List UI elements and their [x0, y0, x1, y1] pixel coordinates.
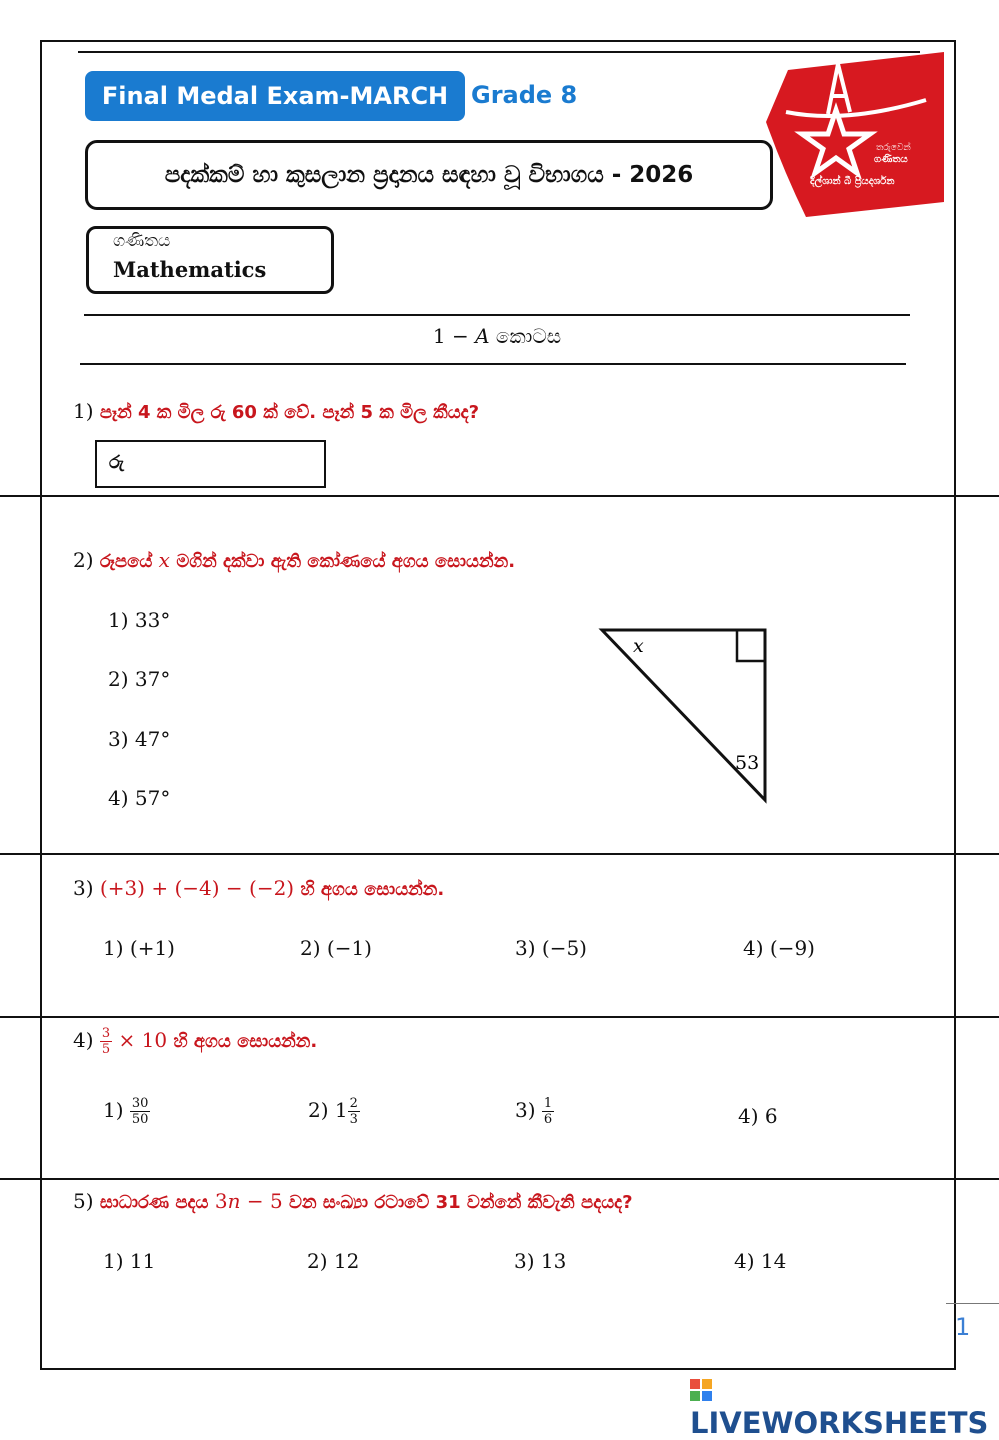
q4-option-2[interactable]: [308, 1096, 360, 1127]
subject-box: [86, 226, 334, 294]
angle-x-label: 𝑥: [633, 635, 644, 657]
question-4-text: හි අගය සොයන්න.: [173, 1031, 318, 1052]
option-label: 2) 1: [308, 1098, 348, 1122]
q3-option-3[interactable]: 3) (−5): [515, 936, 587, 960]
right-angle-mark: [737, 630, 765, 661]
fraction-denominator: 50: [131, 1112, 149, 1127]
question-1: [73, 399, 479, 423]
section-rule-top: [84, 314, 910, 316]
question-4-number: 4): [73, 1028, 94, 1052]
answer-prefix: රු: [109, 452, 125, 473]
logo-line3: දිල්ශාන් බී ප්‍රියදර්ශන: [810, 176, 895, 187]
question-3-text: හි අගය සොයන්න.: [300, 879, 445, 900]
fraction-numerator: 1: [543, 1096, 553, 1111]
question-5-text-pre: සාධාරණ පදය: [99, 1192, 209, 1213]
star-compass-logo-icon: [766, 52, 946, 217]
fraction-denominator: 5: [101, 1042, 111, 1057]
question-divider: [0, 1016, 999, 1018]
q4-option-1[interactable]: [103, 1096, 150, 1127]
page-number: 1: [955, 1313, 971, 1341]
section-title: 1 − 𝐴 කොටස: [432, 324, 562, 348]
subject-sinhala: ගණිතය: [113, 231, 171, 251]
question-divider: [0, 853, 999, 855]
q5-option-2[interactable]: 2) 12: [307, 1249, 360, 1273]
grade-label: Grade 8: [471, 81, 578, 109]
question-5-number: 5): [73, 1189, 94, 1213]
question-5-expression: 3𝑛 − 5: [214, 1189, 283, 1213]
option-fraction: [542, 1096, 554, 1127]
question-3-number: 3): [73, 876, 94, 900]
question-4: [73, 1026, 317, 1057]
fraction-numerator: 2: [349, 1096, 358, 1111]
option-label: 3): [515, 1098, 536, 1122]
liveworksheets-footer[interactable]: [690, 1372, 999, 1440]
answer-box-q1[interactable]: [95, 440, 326, 488]
q5-option-4[interactable]: 4) 14: [734, 1249, 787, 1273]
question-2: [73, 548, 515, 572]
section-rule-bottom: [80, 363, 906, 365]
question-2-text-pre: රූපයේ: [99, 551, 153, 572]
q2-option-3[interactable]: 3) 47°: [108, 727, 171, 751]
exam-title: [85, 140, 773, 210]
triangle-figure: [595, 620, 775, 810]
question-divider: [0, 1178, 999, 1180]
q5-option-3[interactable]: 3) 13: [514, 1249, 567, 1273]
question-divider: [0, 495, 999, 497]
q5-option-1[interactable]: 1) 11: [103, 1249, 156, 1273]
q2-option-4[interactable]: 4) 57°: [108, 786, 171, 810]
q4-option-4[interactable]: 4) 6: [738, 1104, 778, 1128]
question-1-text: පෑන් 4 ක මිල රු 60 ක් වේ. පෑන් 5 ක මිල කීයද?: [99, 402, 480, 423]
q2-option-1[interactable]: 1) 33°: [108, 608, 171, 632]
question-5-text-post: වන සංඛ්‍යා රටාවේ 31 වන්නේ කීවැනි පදයද?: [289, 1192, 633, 1213]
question-4-expression: × 10: [118, 1028, 168, 1052]
exam-title-text: පදක්කම් හා කුසලාන ප්‍රදානය සඳහා වූ විභාගය - 2026: [164, 162, 694, 188]
question-2-number: 2): [73, 548, 94, 572]
fraction-numerator: 3: [101, 1026, 111, 1041]
fraction-denominator: 3: [349, 1112, 358, 1127]
q3-option-1[interactable]: 1) (+1): [103, 936, 175, 960]
subject-english: Mathematics: [113, 257, 267, 282]
option-fraction: [130, 1096, 151, 1127]
q2-option-2[interactable]: 2) 37°: [108, 667, 171, 691]
q4-option-3[interactable]: [515, 1096, 554, 1127]
question-3: [73, 876, 444, 900]
option-fraction: [348, 1096, 360, 1127]
question-3-expression: (+3) + (−4) − (−2): [99, 876, 295, 900]
liveworksheets-logo-icon: [690, 1379, 712, 1401]
angle-53-label: 53: [735, 752, 760, 774]
fraction-denominator: 6: [543, 1112, 553, 1127]
question-4-fraction: [100, 1026, 112, 1057]
question-5: [73, 1189, 633, 1213]
q3-option-2[interactable]: 2) (−1): [300, 936, 372, 960]
page-number-rule: [946, 1303, 999, 1304]
q3-option-4[interactable]: 4) (−9): [743, 936, 815, 960]
triangle-shape: [602, 630, 765, 800]
fraction-numerator: 30: [131, 1096, 149, 1111]
logo-line1: තරුවෙන්: [876, 143, 911, 153]
exam-badge: Final Medal Exam-MARCH: [85, 71, 465, 121]
question-2-text-post: මගින් දක්වා ඇති කෝණයේ අගය සොයන්න.: [176, 551, 516, 572]
logo-line2: ගණිතය: [874, 154, 908, 165]
option-label: 1): [103, 1098, 124, 1122]
question-1-number: 1): [73, 399, 94, 423]
question-2-variable: 𝑥: [158, 548, 170, 572]
liveworksheets-brand: LIVEWORKSHEETS: [690, 1406, 989, 1440]
